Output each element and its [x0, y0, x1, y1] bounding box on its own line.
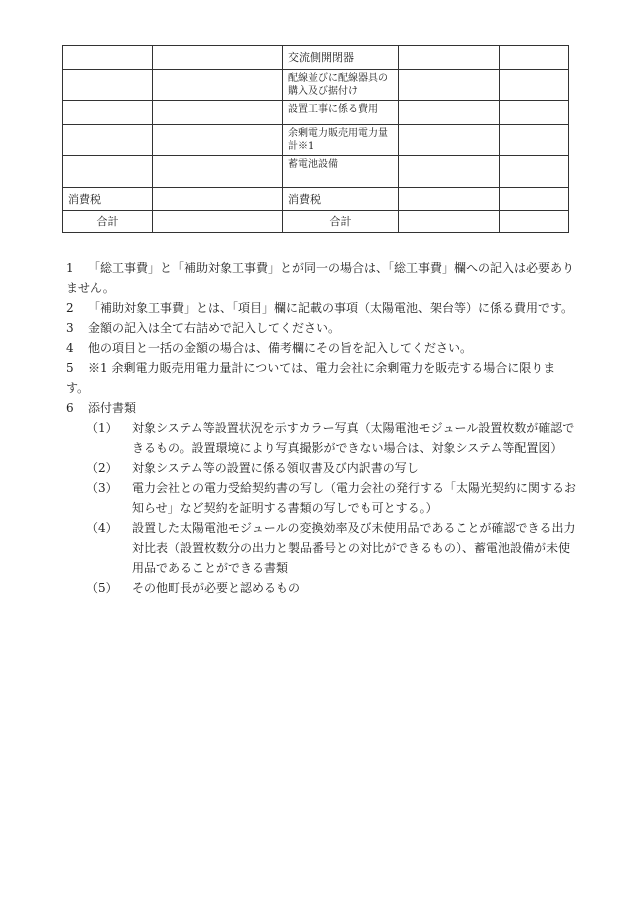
cost-breakdown-table — [62, 45, 569, 233]
table-row — [63, 125, 569, 156]
table-cell — [153, 70, 283, 101]
note-number: 4 — [66, 341, 74, 355]
attachment-text: その他町長が必要と認めるもの — [132, 581, 301, 595]
total-row — [63, 211, 569, 233]
note-item — [66, 338, 576, 358]
amount-cell — [399, 125, 500, 156]
attachment-item — [66, 518, 576, 578]
note-text: 他の項目と一括の金額の場合は、備考欄にその旨を記入してください。 — [88, 341, 473, 355]
note-item — [66, 298, 576, 318]
amount-cell — [399, 188, 500, 211]
note-item — [66, 258, 576, 298]
amount-cell — [500, 188, 569, 211]
attachment-number: （2） — [86, 461, 118, 475]
table-row — [63, 46, 569, 70]
attachment-number: （5） — [86, 581, 118, 595]
amount-cell — [399, 101, 500, 125]
attachment-number: （1） — [86, 421, 118, 435]
note-text: 金額の記入は全て右詰めで記入してください。 — [88, 321, 341, 335]
attachment-number: （4） — [86, 521, 118, 535]
total-label-right: 合計 — [283, 211, 399, 233]
amount-cell — [399, 70, 500, 101]
item-cell: 交流側開閉器 — [283, 46, 399, 70]
attachment-item — [66, 458, 576, 478]
total-label-left: 合計 — [63, 211, 153, 233]
note-item — [66, 318, 576, 338]
table-cell — [63, 156, 153, 188]
notes-section — [66, 258, 576, 598]
table-cell — [153, 125, 283, 156]
item-cell: 蓄電池設備 — [283, 156, 399, 188]
amount-cell — [500, 46, 569, 70]
attachment-item — [66, 478, 576, 518]
amount-cell — [500, 156, 569, 188]
note-text: 添付書類 — [88, 401, 137, 415]
item-cell: 配線並びに配線器具の購入及び据付け — [283, 70, 399, 101]
tax-label-left: 消費税 — [63, 188, 153, 211]
table-cell — [153, 46, 283, 70]
attachment-text: 設置した太陽電池モジュールの変換効率及び未使用品であることが確認できる出力対比表（設置枚数分の出力と製品番号との対比ができるもの）、蓄電池設備が未使用品であることができる書類 — [132, 521, 576, 575]
note-number: 5 — [66, 361, 74, 375]
note-number: 6 — [66, 401, 74, 415]
table-cell — [153, 156, 283, 188]
amount-cell — [399, 46, 500, 70]
table-row — [63, 70, 569, 101]
amount-cell — [500, 125, 569, 156]
attachment-number: （3） — [86, 481, 118, 495]
table-cell — [153, 101, 283, 125]
amount-cell — [399, 211, 500, 233]
note-text: 「総工事費」と「補助対象工事費」とが同一の場合は、「総工事費」欄への記入は必要ありません。 — [66, 261, 575, 295]
attachment-text: 対象システム等設置状況を示すカラー写真（太陽電池モジュール設置枚数が確認できるもの。設置環境により写真撮影ができない場合は、対象システム等配置図） — [132, 421, 575, 455]
table-row — [63, 101, 569, 125]
table-cell — [63, 101, 153, 125]
table-cell — [63, 125, 153, 156]
note-item — [66, 358, 576, 398]
table-row — [63, 156, 569, 188]
note-text: ※1 余剰電力販売用電力量計については、電力会社に余剰電力を販売する場合に限ります。 — [66, 361, 556, 395]
amount-cell — [153, 211, 283, 233]
attachment-text: 対象システム等の設置に係る領収書及び内訳書の写し — [132, 461, 419, 475]
amount-cell — [399, 156, 500, 188]
item-cell: 余剰電力販売用電力量計※1 — [283, 125, 399, 156]
attachment-text: 電力会社との電力受給契約書の写し（電力会社の発行する「太陽光契約に関するお知らせ」など契約を証明する書類の写しでも可とする。） — [132, 481, 577, 515]
note-number: 2 — [66, 301, 74, 315]
tax-row — [63, 188, 569, 211]
attachment-item — [66, 418, 576, 458]
note-number: 1 — [66, 261, 74, 275]
note-item — [66, 398, 576, 418]
amount-cell — [500, 211, 569, 233]
table-cell — [63, 70, 153, 101]
item-cell: 設置工事に係る費用 — [283, 101, 399, 125]
note-text: 「補助対象工事費」とは、「項目」欄に記載の事項（太陽電池、架台等）に係る費用です。 — [88, 301, 574, 315]
amount-cell — [153, 188, 283, 211]
tax-label-right: 消費税 — [283, 188, 399, 211]
table-cell — [63, 46, 153, 70]
amount-cell — [500, 101, 569, 125]
note-number: 3 — [66, 321, 74, 335]
amount-cell — [500, 70, 569, 101]
attachment-item — [66, 578, 576, 598]
